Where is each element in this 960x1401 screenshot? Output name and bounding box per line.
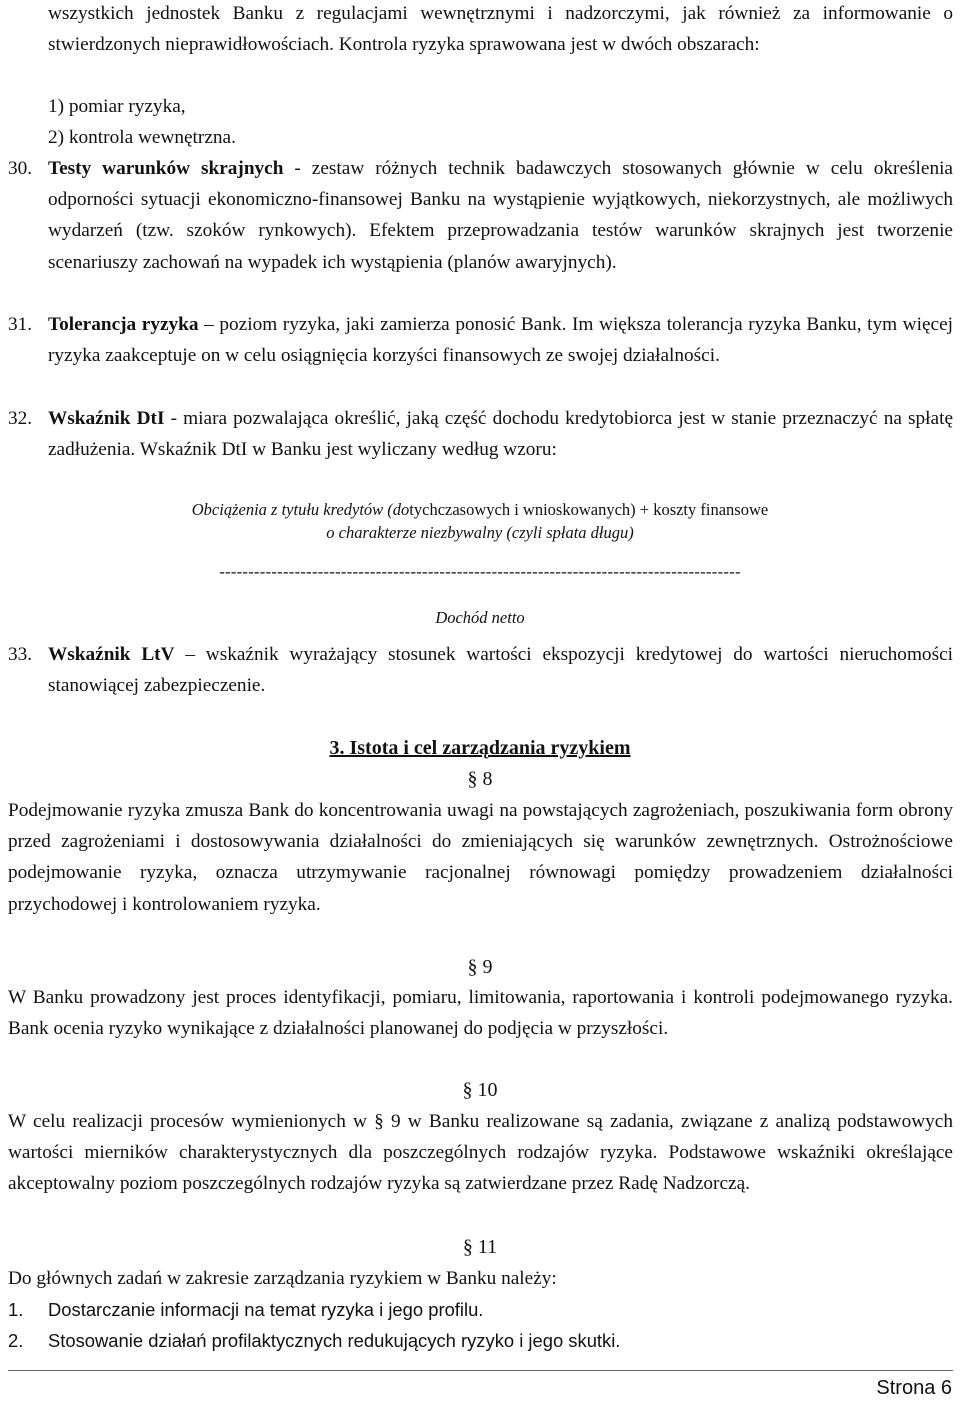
task-number: 2. — [8, 1330, 24, 1351]
definition-30: Testy warunków skrajnych - zestaw różnych technik badawczych stosowanych głównie w celu określenia odporności sytuacji ekonomiczno-finansowej Banku na wystąpienie wyjątkowych, niekorzystnych, ale możliwych wydarzeń (tzw. szoków rynkowych). Efektem przeprowadzania testów warunków skrajnych jest tworzenie scenariuszy zachowań na wypadek ich wystąpienia (planów awaryjnych). — [48, 158, 953, 273]
paragraph-11-intro: Do głównych zadań w zakresie zarządzania ryzykiem w Banku należy: — [8, 1268, 557, 1289]
page-number: Strona 6 — [876, 1377, 952, 1399]
definition-number: 33. — [8, 644, 33, 665]
paragraph-9-text: W Banku prowadzony jest proces identyfikacji, pomiaru, limitowania, raportowania i kontroli podejmowanego ryzyka. Bank ocenia ryzyko wynikające z działalności planowanej do podjęcia w przyszłości. — [8, 987, 953, 1040]
paragraph-sign-8: § 8 — [467, 768, 493, 790]
section-heading: 3. Istota i cel zarządzania ryzykiem — [329, 737, 631, 759]
footer-rule — [8, 1370, 953, 1371]
definition-32: Wskaźnik DtI - miara pozwalająca określić, jaką część dochodu kredytobiorca jest w stanie przeznaczyć na spłatę zadłużenia. Wskaźnik DtI w Banku jest wyliczany według wzoru: — [48, 408, 954, 461]
formula-denominator: Dochód netto — [435, 608, 525, 627]
paragraph-sign-10: § 10 — [462, 1079, 498, 1101]
intro-list-item: 2) kontrola wewnętrzna. — [48, 127, 236, 148]
definition-term: Wskaźnik LtV — [48, 644, 175, 665]
task-number: 1. — [8, 1299, 24, 1320]
definition-term: Tolerancja ryzyka — [48, 314, 199, 335]
task-item: Dostarczanie informacji na temat ryzyka i jego profilu. — [48, 1299, 484, 1320]
paragraph-8-text: Podejmowanie ryzyka zmusza Bank do koncentrowania uwagi na powstających zagrożeniach, poszukiwania form obrony przed zagrożeniami i dostosowywania działalności do zmieniających się warunków zewnętrznych. Ostrożnościowe podejmowanie ryzyka, oznacza utrzymywanie racjonalnej równowagi pomiędzy prowadzeniem działalności przychodowej i kontrolowaniem ryzyka. — [8, 800, 953, 915]
definition-number: 31. — [8, 314, 33, 335]
definition-text: zestaw różnych technik badawczych stosowanych głównie w celu określenia odporności sytuacji ekonomiczno-finansowej Banku na wystąpienie wyjątkowych, niekorzystnych, ale możliwych wydarzeń (tzw. szoków rynkowych). Efektem przeprowadzania testów warunków skrajnych jest tworzenie scenariuszy zachowań na wypadek ich wystąpienia (planów awaryjnych). — [48, 158, 953, 273]
paragraph-10-text: W celu realizacji procesów wymienionych w § 9 w Banku realizowane są zadania, związane z analizą podstawowych wartości mierników charakterystycznych dla poszczególnych rodzajów ryzyka. Podstawowe wskaźniki określające akceptowalny poziom poszczególnych rodzajów ryzyka są zatwierdzane przez Radę Nadzorczą. — [8, 1111, 953, 1195]
definition-31: Tolerancja ryzyka – poziom ryzyka, jaki zamierza ponosić Bank. Im większa tolerancja ryzyka Banku, tym więcej ryzyka zaakceptuje on w celu osiągnięcia korzyści finansowych ze swojej działalności. — [48, 314, 953, 367]
definition-text: wskaźnik wyrażający stosunek wartości ekspozycji kredytowej do wartości nieruchomości stanowiącej zabezpieczenie. — [48, 644, 953, 697]
definition-text: poziom ryzyka, jaki zamierza ponosić Bank. Im większa tolerancja ryzyka Banku, tym więcej ryzyka zaakceptuje on w celu osiągnięcia korzyści finansowych ze swojej działalności. — [48, 314, 953, 367]
definition-number: 32. — [8, 408, 33, 429]
definition-term: Wskaźnik DtI — [48, 408, 165, 429]
definition-term: Testy warunków skrajnych — [48, 158, 284, 179]
definition-33: Wskaźnik LtV – wskaźnik wyrażający stosunek wartości ekspozycji kredytowej do wartości nieruchomości stanowiącej zabezpieczenie. — [48, 644, 953, 697]
formula-numerator-line2: o charakterze niezbywalny (czyli spłata długu) — [326, 523, 634, 542]
paragraph-sign-11: § 11 — [462, 1236, 498, 1258]
definition-number: 30. — [8, 158, 33, 179]
formula-numerator: Obciążenia z tytułu kredytów (dotychczasowych i wnioskowanych) + koszty finansowe — [191, 500, 769, 519]
definition-text: miara pozwalająca określić, jaką część dochodu kredytobiorca jest w stanie przeznaczyć na spłatę zadłużenia. Wskaźnik DtI w Banku jest wyliczany według wzoru: — [48, 408, 954, 461]
intro-paragraph: wszystkich jednostek Banku z regulacjami wewnętrznymi i nadzorczymi, jak również za informowanie o stwierdzonych nieprawidłowościach. Kontrola ryzyka sprawowana jest w dwóch obszarach: — [48, 3, 953, 56]
paragraph-sign-9: § 9 — [467, 956, 493, 978]
intro-list-item: 1) pomiar ryzyka, — [48, 96, 186, 117]
task-item: Stosowanie działań profilaktycznych redukujących ryzyko i jego skutki. — [48, 1330, 621, 1351]
formula-divider: ------------------------------------------------------------------------------------------ — [219, 562, 741, 581]
